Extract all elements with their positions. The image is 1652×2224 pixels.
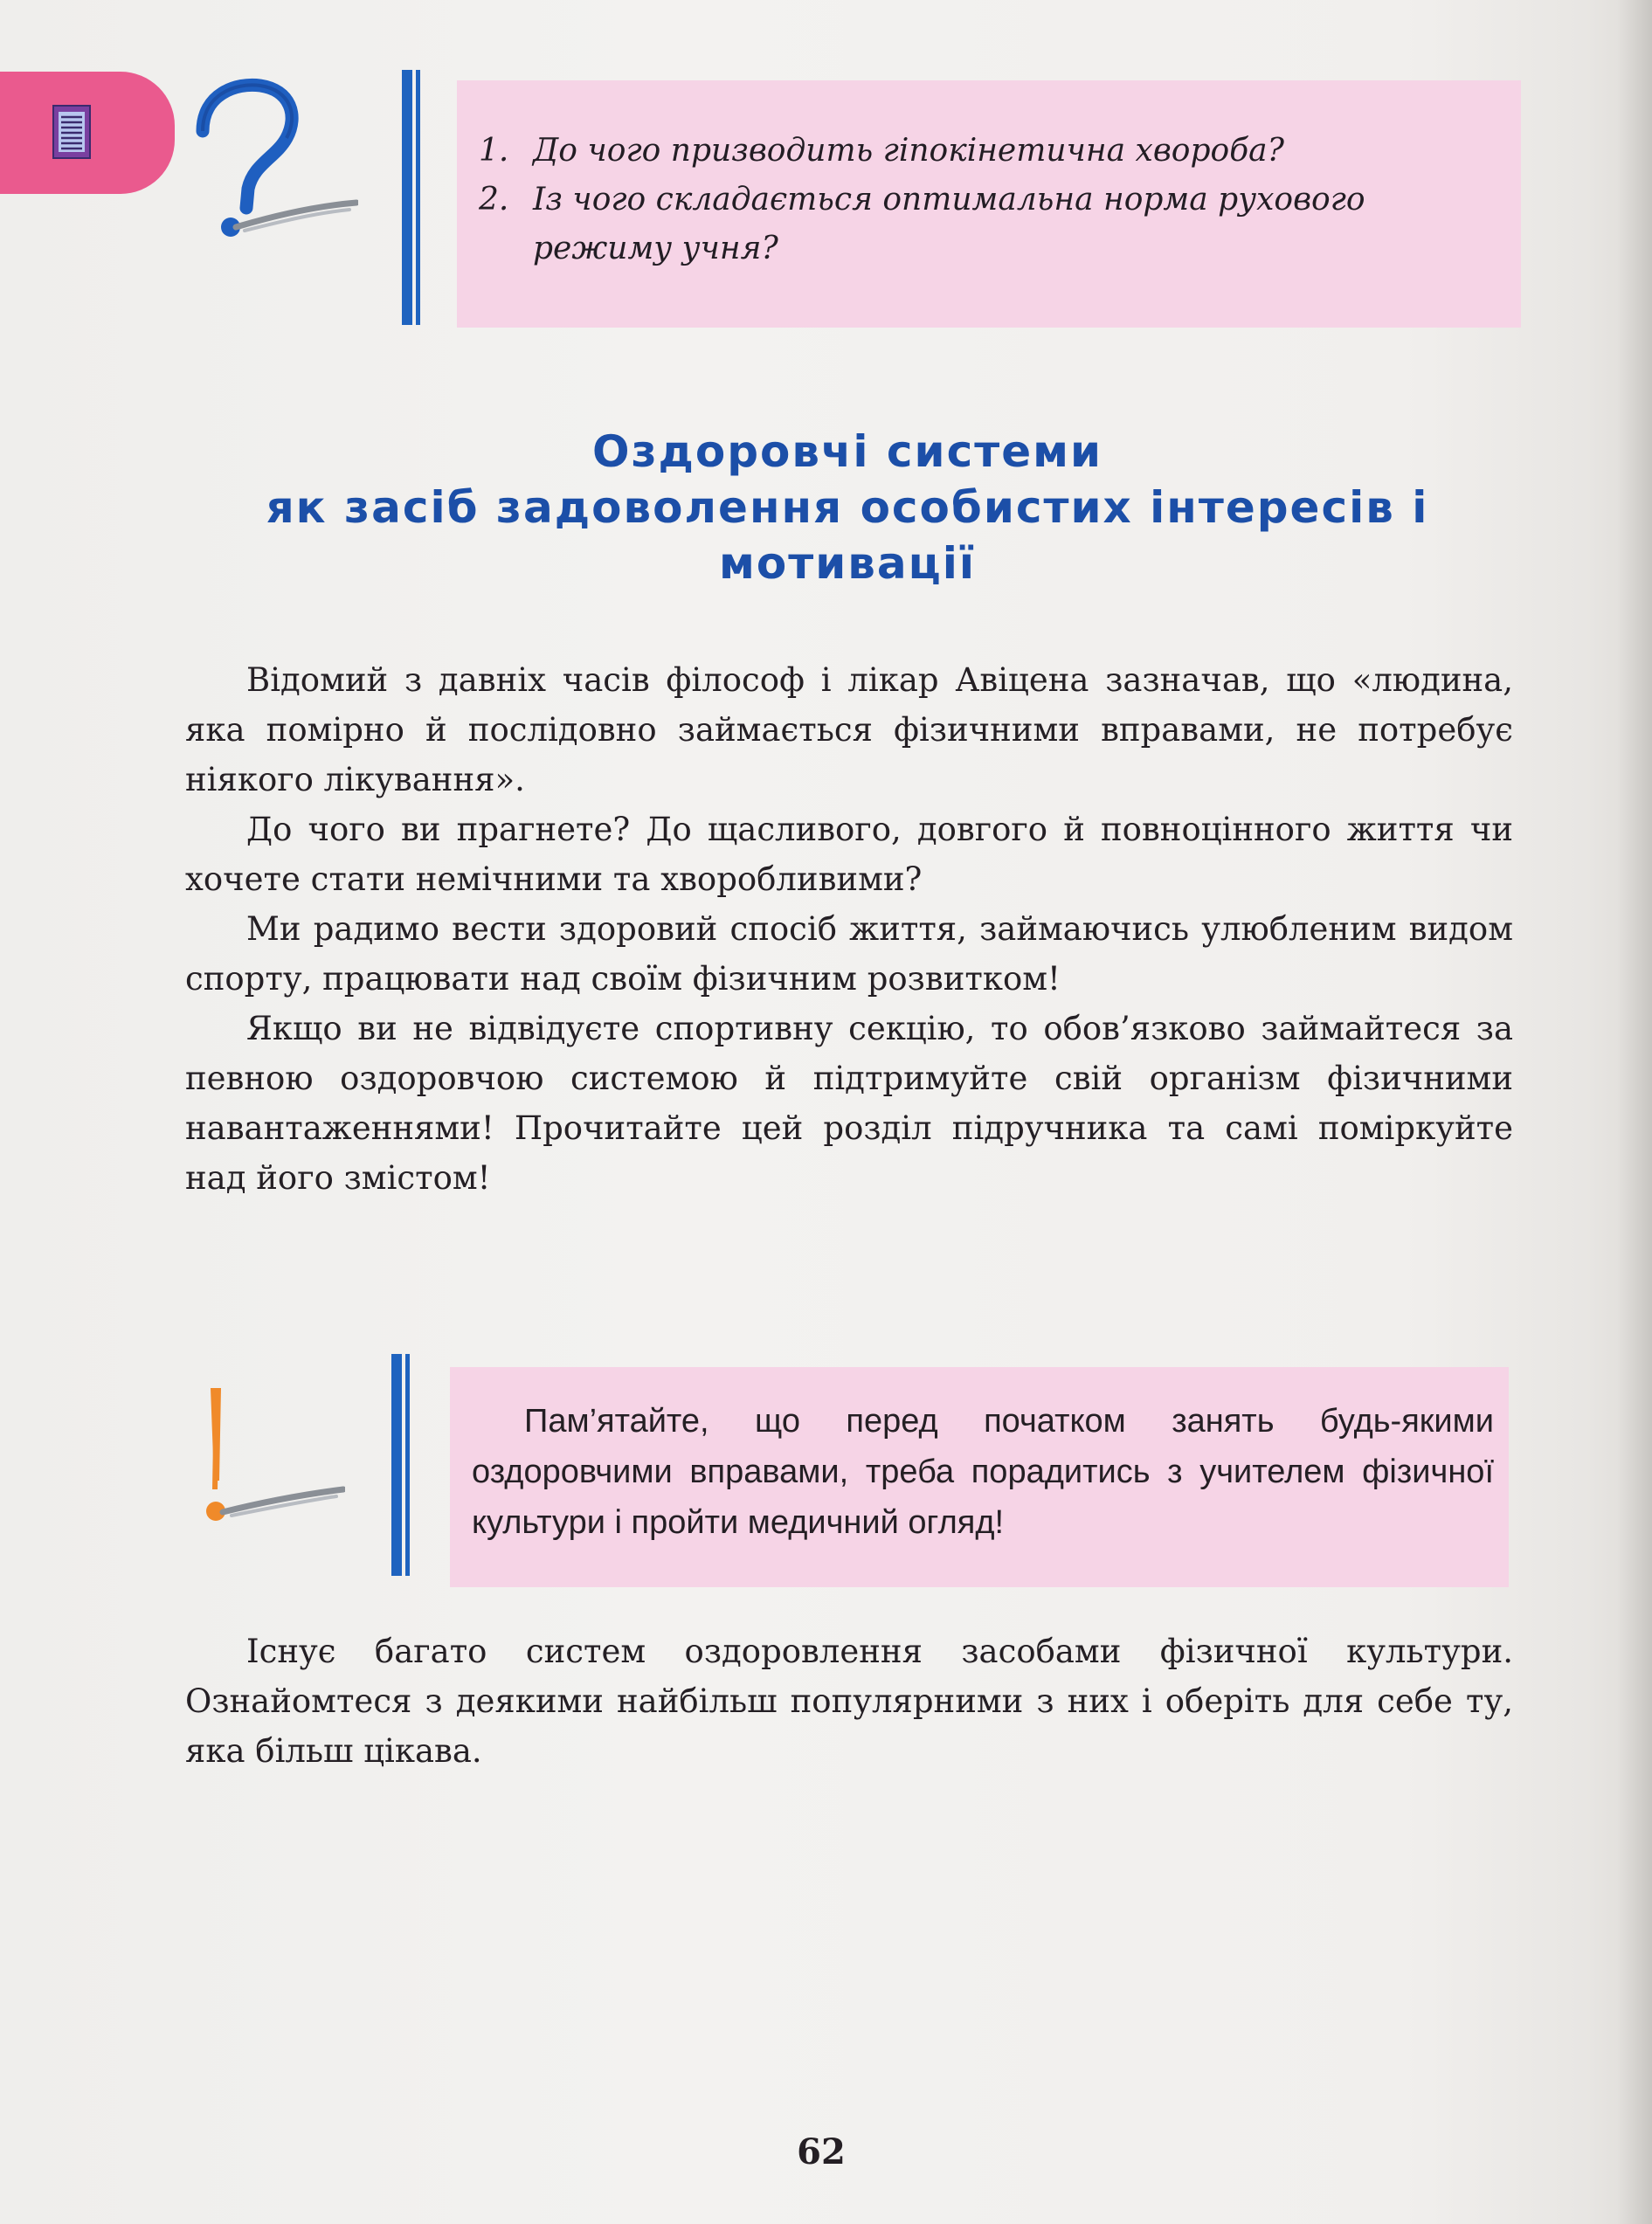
question-item	[479, 176, 1510, 273]
paragraph: До чого ви прагнете? До щасливого, довгого й повноцінного життя чи хочете стати немічними та хворобливими?	[185, 811, 1513, 898]
question-number: 2.	[479, 182, 509, 218]
paragraph: Відомий з давніх часів філософ і лікар Авіцена зазначав, що «людина, яка помірно й послідовно займається фізичними вправами, не потребує ніякого лікування».	[185, 661, 1513, 798]
section-title-line: Оздоровчі системи	[591, 426, 1103, 477]
page-edge-shadow	[1617, 0, 1652, 2224]
question-accent-bar	[402, 70, 425, 325]
question-item	[479, 127, 1510, 176]
section-title	[175, 424, 1520, 591]
paragraph: Існує багато систем оздоровлення засобами фізичної культури. Ознайомтеся з деякими найбільш популярними з них і оберіть для себе ту, яка більш цікава.	[185, 1633, 1513, 1770]
note-accent-bar	[391, 1354, 414, 1576]
note-text: Пам’ятайте, що перед початком занять будь-якими оздоровчими вправами, треба порадитись з учителем фізичної культури і пройти медичний огляд!	[472, 1403, 1494, 1541]
question-text: Із чого складається оптимальна норма рухового режиму учня?	[533, 182, 1365, 266]
question-mark-icon	[183, 77, 358, 252]
section-title-line: як засіб задоволення особистих інтересів і	[266, 482, 1429, 533]
exclamation-mark-icon	[188, 1376, 345, 1542]
notebook-icon	[52, 105, 91, 159]
questions-list	[479, 127, 1510, 273]
section-title-line: мотивації	[719, 538, 976, 589]
paragraph: Ми радимо вести здоровий спосіб життя, займаючись улюбленим видом спорту, працювати над своїм фізичним розвитком!	[185, 910, 1513, 998]
question-text: До чого призводить гіпокінетична хвороба?	[533, 133, 1284, 169]
page-number: 62	[797, 2131, 846, 2172]
body-text	[185, 655, 1513, 1203]
closing-text	[185, 1627, 1513, 1776]
question-number: 1.	[479, 133, 509, 169]
paragraph: Якщо ви не відвідуєте спортивну секцію, то обов’язково займайтеся за певною оздоровчою системою й підтримуйте свій організм фізичними навантаженнями! Прочитайте цей розділ підручника та самі поміркуйте над його змістом!	[185, 1010, 1513, 1197]
